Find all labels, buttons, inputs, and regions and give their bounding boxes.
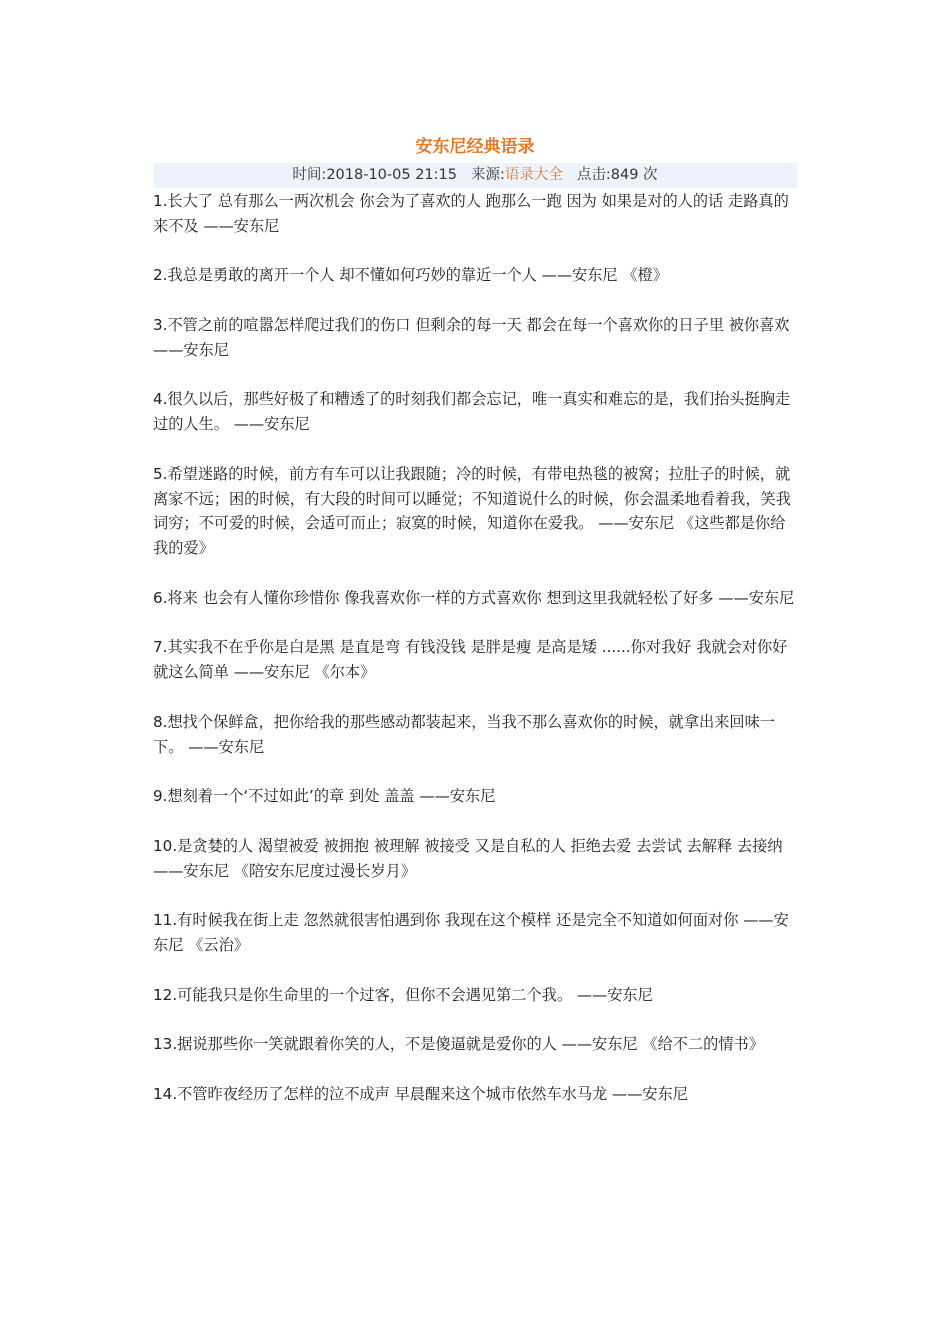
time-label: 时间: bbox=[292, 167, 327, 183]
quote-item: 9.想刻着一个‘不过如此’的章 到处 盖盖 ——安东尼 bbox=[153, 787, 496, 806]
quote-item: 11.有时候我在街上走 忽然就很害怕遇到你 我现在这个模样 还是完全不知道如何面对你 ——安东尼 《云治》 bbox=[153, 911, 789, 954]
quote-item: 2.我总是勇敢的离开一个人 却不懂如何巧妙的靠近一个人 ——安东尼 《橙》 bbox=[153, 266, 668, 285]
quote-list bbox=[153, 189, 798, 1131]
quote-item: 1.长大了 总有那么一两次机会 你会为了喜欢的人 跑那么一跑 因为 如果是对的人的话 走路真的来不及 ——安东尼 bbox=[153, 192, 789, 235]
article-meta-bar bbox=[153, 163, 797, 188]
clicks-label: 点击: bbox=[576, 167, 611, 183]
quote-item: 3.不管之前的喧嚣怎样爬过我们的伤口 但剩余的每一天 都会在每一个喜欢你的日子里 被你喜欢 ——安东尼 bbox=[153, 315, 790, 359]
time-value: 2018-10-05 21:15 bbox=[326, 167, 457, 183]
quote-item: 7.其实我不在乎你是白是黑 是直是弯 有钱没钱 是胖是瘦 是高是矮 ......你对我好 我就会对你好 就这么简单 ——安东尼 《尔本》 bbox=[153, 638, 788, 682]
article-title: 安东尼经典语录 bbox=[415, 137, 535, 157]
quote-item: 6.将来 也会有人懂你珍惜你 像我喜欢你一样的方式喜欢你 想到这里我就轻松了好多 ——安东尼 bbox=[153, 588, 795, 607]
clicks-value: 849 次 bbox=[610, 167, 658, 183]
source-label: 来源: bbox=[470, 167, 505, 183]
quote-item: 13.据说那些你一笑就跟着你笑的人，不是傻逼就是爱你的人 ——安东尼 《给不二的情书》 bbox=[153, 1035, 764, 1054]
quote-item: 8.想找个保鲜盒，把你给我的那些感动都装起来，当我不那么喜欢你的时候，就拿出来回味一下。 ——安东尼 bbox=[153, 712, 775, 756]
quote-item: 4.很久以后，那些好极了和糟透了的时刻我们都会忘记，唯一真实和难忘的是，我们抬头挺胸走过的人生。 ——安东尼 bbox=[153, 390, 791, 434]
quote-item: 10.是贪婪的人 渴望被爱 被拥抱 被理解 被接受 又是自私的人 拒绝去爱 去尝试 去解释 去接纳 ——安东尼 《陪安东尼度过漫长岁月》 bbox=[153, 836, 783, 880]
source-link[interactable]: 语录大全 bbox=[504, 167, 563, 183]
quote-item: 12.可能我只是你生命里的一个过客，但你不会遇见第二个我。 ——安东尼 bbox=[153, 985, 653, 1004]
quote-item: 5.希望迷路的时候，前方有车可以让我跟随；冷的时候，有带电热毯的被窝；拉肚子的时候，就离家不远；困的时候，有大段的时间可以睡觉；不知道说什么的时候，你会温柔地看着我，笑我词穷；不可爱的时候，会适可而止；寂寞的时候，知道你在爱我。 ——安东尼 《这些都是你给我的爱》 bbox=[153, 464, 791, 558]
quote-item: 14.不管昨夜经历了怎样的泣不成声 早晨醒来这个城市依然车水马龙 ——安东尼 bbox=[153, 1084, 688, 1103]
